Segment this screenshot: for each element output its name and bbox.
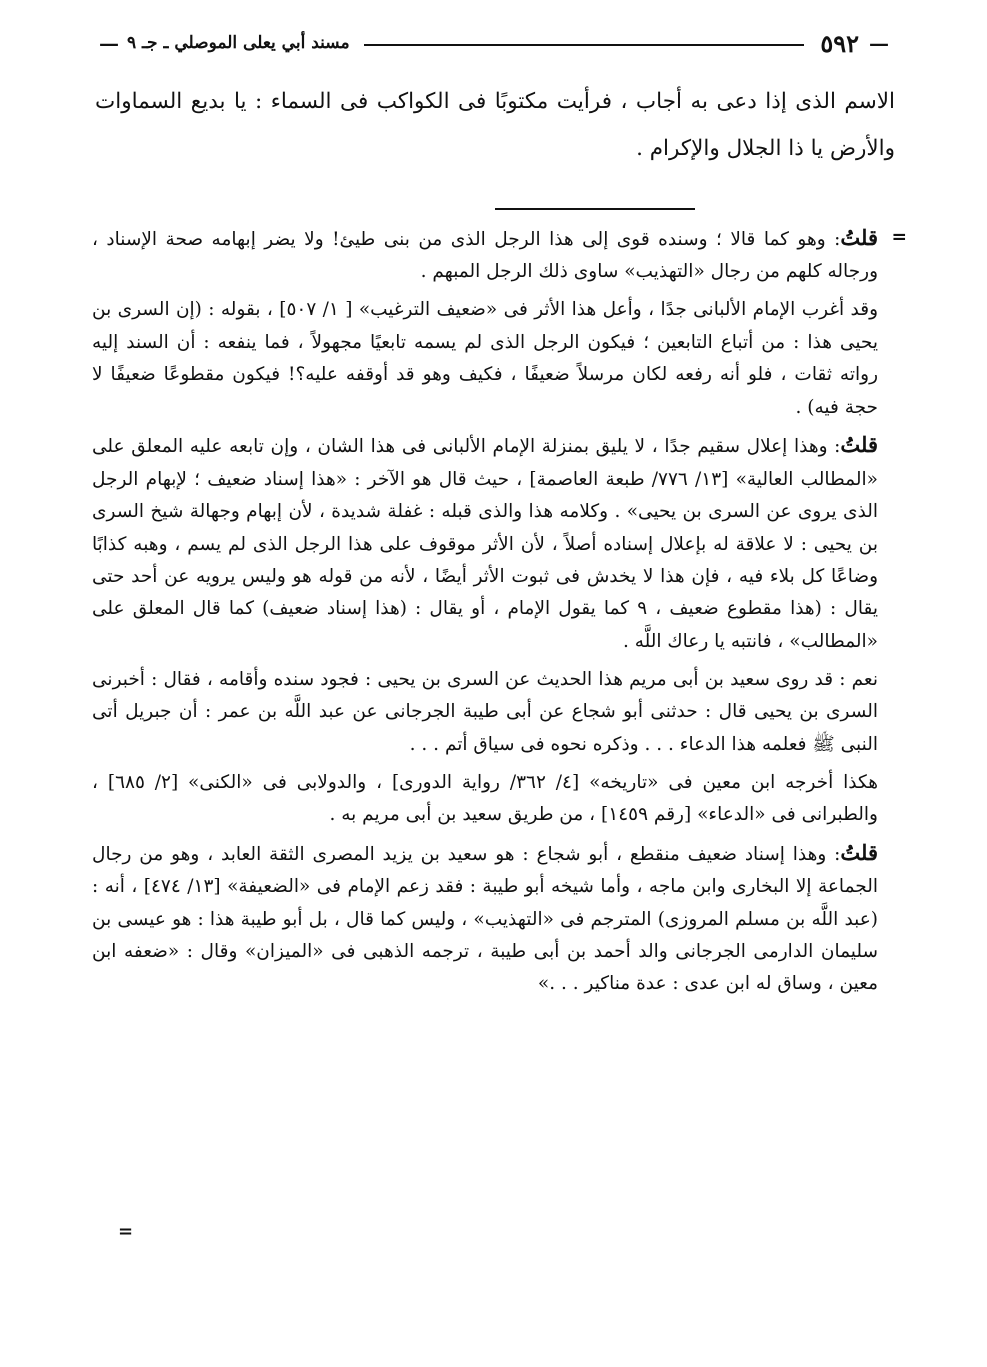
header-dash-right: — [869,31,889,55]
note-paragraph-4: نعم : قد روى سعيد بن أبى مريم هذا الحديث عن السرى بن يحيى : فجود سنده وأقامه ، فقال : أخبرنى السرى بن يحيى قال : حدثنى أبو شجاع عن أبى طيبة الجرجانى عن عبد اللَّه بن عمر : أن جبريل أتى النبى ﷺ فعلمه هذا الدعاء . . . وذكره نحوه فى سياق أتم . . . [92,668,878,755]
running-title: مسند أبي يعلى الموصلي ـ جـ ٩ [127,33,350,53]
main-text [95,78,895,172]
note-paragraph-2: وقد أغرب الإمام الألبانى جدًا ، وأعل هذا الأثر فى «ضعيف الترغيب» [ ١/ ٥٠٧] ، بقوله : (إن السرى بن يحيى هذا : من أتباع التابعين ؛ فيكون الرجل الذى لم يسمه تابعيًا مجهولاً ، فما ينفعه : أن السند إليه رواته ثقات ، فلو أنه رفعه لكان مرسلاً ضعيفًا ، فكيف وهو قد أوقفه عليه؟! فيكون مقطوعًا ضعيفًا لا حجة فيه) . [92,299,879,418]
note-paragraph-3 [92,429,907,658]
note-paragraph-6 [92,837,907,1001]
note-label: قلتُ [840,225,878,250]
note-paragraph-5: هكذا أخرجه ابن معين فى «تاريخه» [٤/ ٣٦٢/ رواية الدورى] ، والدولابى فى «الكنى» [٢/ ٦٨٥] ، والطبرانى فى «الدعاء» [رقم ١٤٥٩] ، من طريق سعيد بن أبى مريم به . [92,771,878,825]
note-paragraph-1 [92,222,907,289]
footnote-marker: = [891,227,907,248]
note-label: قلتُ [840,432,878,458]
note-label: قلتُ [840,839,878,865]
header-rule [364,44,805,46]
note-text: : وهذا إسناد ضعيف منقطع ، أبو شجاع : هو سعيد بن يزيد المصرى الثقة العابد ، وهو من رجال الجماعة إلا البخارى وابن ماجه ، وأما شيخه أبو طيبة : فقد زعم الإمام فى «الضعيفة» [١٣/ ٤٧٤] ، أنه : (عبد اللَّه بن مسلم المروزى) المترجم فى «التهذيب» ، وليس كما قال ، بل أبو طيبة هذا : هو عيسى بن سليمان الدارمى الجرجانى والد أحمد بن أبى طيبة ، ترجمه الذهبى فى «الميزان» وقال : «ضعفه ابن معين ، وساق له ابن عدى : عدة مناكير . . .» [92,843,878,995]
note-text: : وهذا إعلال سقيم جدًا ، لا يليق بمنزلة الإمام الألبانى فى هذا الشان ، وإن تابعه عليه المعلق على «المطالب العالية» [١٣/ ٧٧٦/ طبعة العاصمة] ، حيث قال هو الآخر : «هذا إسناد ضعيف ؛ لإبهام الرجل الذى يروى عن السرى بن يحيى» . وكلامه هذا والذى قبله : غفلة شديدة ، لأن إبهام وجهالة شيخ السرى بن يحيى : لا علاقة له بإعلال إسناده أصلاً ، لأن الأثر موقوف على هذا الرجل الذى لم يسم ، وهبه كذابًا وضاعًا كل بلاء فيه ، فإن هذا لا يخدش فى ثبوت الأثر أيضًا ، لأنه من قوله هو وليس يرويه عن أحد حتى يقال : (هذا مقطوع ضعيف ، ٩ كما يقول الإمام ، أو يقال : (هذا إسناد ضعيف) كما قال المعلق على «المطالب» ، فانتبه يا رعاك اللَّه . [92,436,878,652]
header-dash-left: — [99,31,119,55]
main-paragraph: الاسم الذى إذا دعى به أجاب ، فرأيت مكتوبًا فى الكواكب فى السماء : يا بديع السماوات والأرض يا ذا الجلال والإكرام . [95,89,895,161]
footnotes [92,222,907,1006]
footnote-separator [495,208,695,210]
continuation-marker: = [118,1221,134,1242]
page-number: ٥٩٢ [820,28,859,58]
note-text: : وهو كما قالا ؛ وسنده قوى إلى هذا الرجل الذى من بنى طيئ! ولا يضر إبهامه صحة الإسناد ، ورجاله كلهم من رجال «التهذيب» ساوى ذلك الرجل المبهم . [92,229,878,283]
page-header [95,28,893,58]
